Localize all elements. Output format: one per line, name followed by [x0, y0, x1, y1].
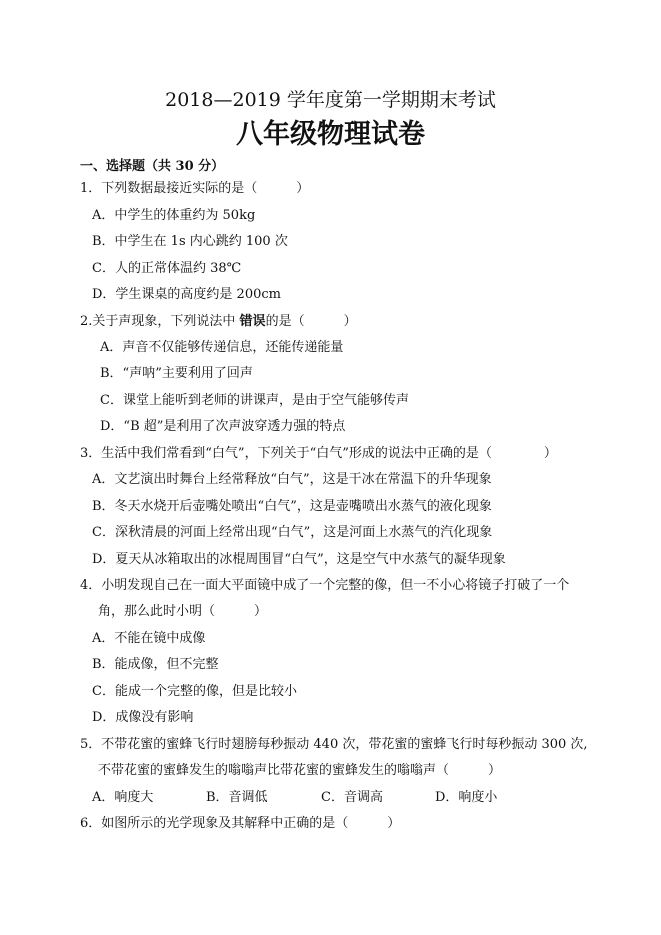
question-2-option-b: B．“声呐”主要利用了回声 — [100, 366, 253, 381]
question-5-option-d: D．响度小 — [435, 790, 498, 805]
question-5-stem-line2: 不带花蜜的蜜蜂发生的嗡嗡声比带花蜜的蜜蜂发生的嗡嗡声（ ） — [98, 763, 502, 778]
question-3-option-b: B．冬天水烧开后壶嘴处喷出“白气”，这是壶嘴喷出水蒸气的液化现象 — [92, 499, 492, 514]
question-3-stem: 3．生活中我们常看到“白气”，下列关于“白气”形成的说法中正确的是（ ） — [80, 446, 557, 461]
section-heading: 一、选择题（共 30 分） — [80, 159, 225, 174]
question-2-stem-prefix: 2.关于声现象，下列说法中 — [80, 314, 240, 329]
question-3-option-c: C．深秋清晨的河面上经常出现“白气”，这是河面上水蒸气的汽化现象 — [92, 525, 493, 540]
question-2-stem — [80, 314, 357, 330]
question-4-option-c: C．能成一个完整的像，但是比较小 — [92, 684, 297, 699]
question-1-option-b: B．中学生在 1s 内心跳约 100 次 — [92, 234, 288, 249]
question-1-option-d: D．学生课桌的高度约是 200cm — [92, 287, 281, 302]
exam-subtitle: 2018—2019 学年度第一学期期末考试 — [165, 89, 496, 111]
question-3-option-a: A．文艺演出时舞台上经常释放“白气”，这是干冰在常温下的升华现象 — [92, 472, 492, 487]
question-2-stem-suffix: 的是（ ） — [265, 314, 357, 329]
question-5-option-c: C．音调高 — [321, 790, 383, 805]
question-4-stem-line2: 角，那么此时小明（ ） — [98, 604, 268, 619]
question-6-stem: 6．如图所示的光学现象及其解释中正确的是（ ） — [80, 816, 401, 831]
question-4-option-d: D．成像没有影响 — [92, 710, 194, 725]
question-4-option-a: A．不能在镜中成像 — [92, 631, 206, 646]
question-2-option-a: A．声音不仅能够传递信息，还能传递能量 — [100, 340, 344, 355]
question-2-option-c: C．课堂上能听到老师的讲课声，是由于空气能够传声 — [100, 393, 409, 408]
question-4-stem-line1: 4．小明发现自己在一面大平面镜中成了一个完整的像，但一不小心将镜子打破了一个 — [80, 578, 570, 593]
question-5-stem-line1: 5．不带花蜜的蜜蜂飞行时翅膀每秒振动 440 次，带花蜜的蜜蜂飞行时每秒振动 300 次, — [80, 737, 588, 752]
question-5-option-b: B．音调低 — [206, 790, 268, 805]
question-3-option-d: D．夏天从冰箱取出的冰棍周围冒“白气”，这是空气中水蒸气的凝华现象 — [92, 552, 506, 567]
question-1-option-c: C．人的正常体温约 38℃ — [92, 261, 242, 276]
question-4-option-b: B．能成像，但不完整 — [92, 657, 219, 672]
question-1-option-a: A．中学生的体重约为 50kg — [92, 208, 256, 223]
question-2-option-d: D．“B 超”是利用了次声波穿透力强的特点 — [100, 419, 346, 434]
question-2-emphasis: 错误 — [239, 314, 266, 329]
question-1-stem: 1．下列数据最接近实际的是（ ） — [80, 181, 310, 196]
exam-title: 八年级物理试卷 — [236, 119, 425, 150]
question-5-option-a: A．响度大 — [92, 790, 154, 805]
